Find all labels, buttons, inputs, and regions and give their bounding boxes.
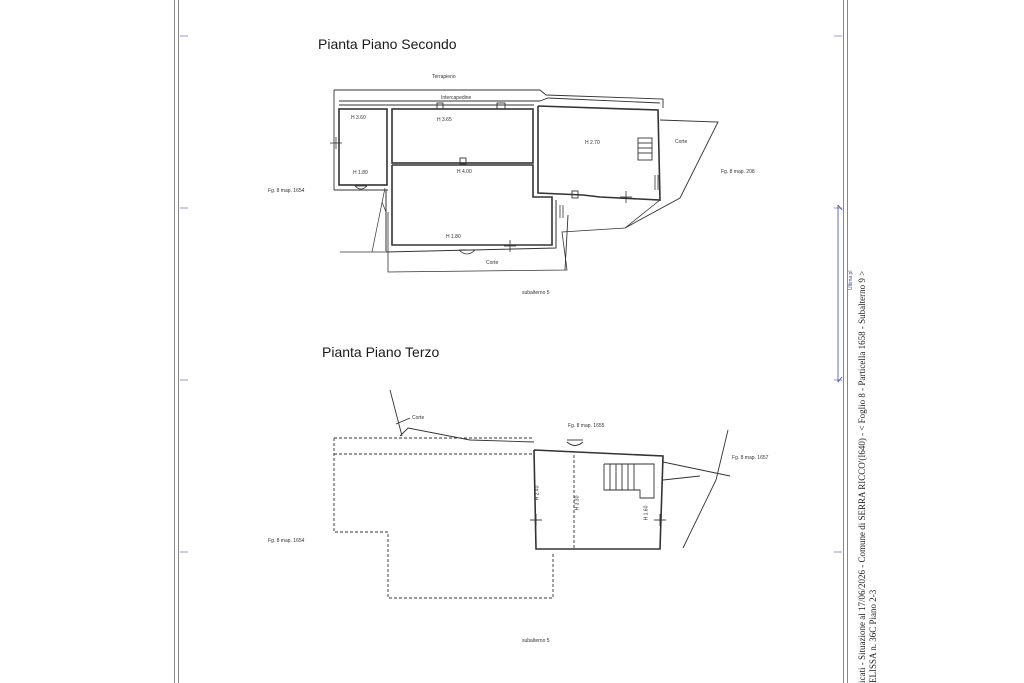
corte-label-third: Corte — [412, 415, 425, 421]
subalterno-label-second: subalterno 5 — [522, 290, 550, 296]
height-label-240: H 2.40 — [534, 485, 541, 501]
stamp-bracket — [838, 205, 842, 382]
height-label-180-left: H 1.80 — [353, 170, 368, 176]
parcel-label-right: Fg. 8 map. 208 — [721, 169, 755, 175]
intercapedine-label: Intercapedine — [441, 95, 472, 101]
corte-label-right: Corte — [675, 139, 688, 145]
plan-third-title: Pianta Piano Terzo — [322, 344, 440, 360]
terrapieno-label: Terrapieno — [432, 74, 456, 80]
parcel-label-top: Fg. 8 map. 1655 — [568, 423, 605, 429]
plan-second-drawing — [334, 90, 718, 272]
margin-line-1: icati - Situazione al 17/06/2026 - Comune di SERRA RICCO'(I640) - < Foglio 8 - Particella 1658 - Subalterno 9 > — [857, 270, 867, 683]
height-label-365: H 3.65 — [437, 117, 452, 123]
plan-second-title: Pianta Piano Secondo — [318, 36, 457, 52]
parcel-label-right-third: Fg. 8 map. 1657 — [732, 455, 769, 461]
sheet-frame — [175, 0, 848, 683]
height-label-400: H 4.00 — [457, 169, 472, 175]
plan-third-drawing — [334, 390, 730, 598]
height-label-160: H 1.60 — [643, 505, 650, 521]
parcel-label-left-third: Fg. 8 map. 1654 — [268, 538, 305, 544]
parcel-label-left: Fg. 8 map. 1654 — [268, 188, 305, 194]
subalterno-label-third: subalterno 5 — [522, 638, 550, 644]
height-label-180-bottom: H 1.80 — [446, 234, 461, 240]
height-label-270: H 2.70 — [585, 140, 600, 146]
height-label-330: H 3.30 — [574, 495, 581, 511]
frame-ticks — [180, 36, 842, 552]
document-margin-text — [857, 271, 879, 683]
plan-second-openings — [330, 137, 658, 254]
height-label-360: H 3.60 — [351, 115, 366, 121]
margin-line-2: ELISSA n. 36C Piano 2-3 — [868, 589, 878, 683]
margin-stamp: Ultima pl — [848, 270, 854, 290]
corte-label-bottom: Corte — [486, 260, 499, 266]
